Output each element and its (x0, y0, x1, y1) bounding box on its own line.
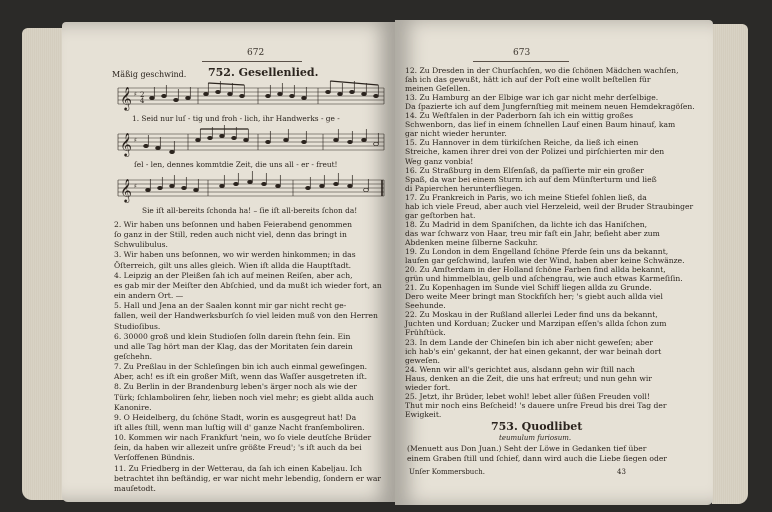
text-line: gar nicht wieder herunter. (405, 129, 507, 139)
text-line: betrachtet ihn beſtändig, er war nicht mehr lebendig, ſondern er war (114, 473, 382, 483)
text-line: 16. Zu Straßburg in dem Elſenſaß, da paſſierte mir ein großer (405, 165, 644, 175)
text-line: Haus, denken an die Zeit, die uns hat erfreut; und nun gehn wir (405, 373, 652, 383)
music-staff (118, 128, 384, 162)
text-line: 3. Wir haben uns beſonnen, wo wir werden hinkommen; in das (114, 250, 356, 260)
text-line: es gab mir der Meiſter den Abſchied, und da mußt ich wieder fort, an (114, 280, 382, 290)
text-line: 25. Jetzt, ihr Brüder, lebet wohl! lebet aller ſüßen Freuden voll! (405, 391, 650, 401)
text-line: 5. Hall und Jena an der Saalen konnt mir gar nicht recht ge- (114, 301, 347, 311)
text-line: ſo ganz in der Still, reden auch nicht viel, denn das bringt in (114, 230, 347, 240)
right-page-edges (712, 24, 748, 504)
text-line: Abdenken meine ſilberne Sackuhr. (405, 237, 538, 247)
text-line: 8. Zu Berlin in der Brandenburg leben's ärger noch als wie der (114, 382, 357, 392)
text-line: das war ſchwarz von Haar, treu mir faſt ein Jahr, beſieht aber zum (405, 228, 660, 238)
svg-text:♯: ♯ (134, 183, 137, 190)
lyric-line: Sie iſt all-bereits ſchonda ha! – ſie iſt all-bereits ſchon da! (142, 206, 358, 215)
header-rule (202, 61, 302, 62)
text-line: grün und himmelblau, gelb und aſchengrau, wie auch etwas Karmeſiſin. (405, 274, 683, 284)
song-subtitle: teumulum furiosum. (499, 434, 572, 442)
svg-text:♯: ♯ (134, 91, 137, 98)
text-line: gar geſtorben hat. (405, 210, 476, 220)
text-line: Aber, ach! es iſt ein großer Miſt, wenn das Waſſer ausgetreten iſt. (114, 372, 368, 382)
text-line: 20. Zu Amſterdam in der Holland ſchöne Farben find allda bekannt, (405, 265, 666, 275)
text-line: laufen gar geſchwind, laufen wie der Wind, haben aber keine Schwänze. (405, 256, 685, 266)
text-line: 4. Leipzig an der Pleißen ſah ich auf meinen Reiſen, aber ach, (114, 270, 353, 280)
text-line: 9. O Heidelberg, du ſchöne Stadt, worin es ausgegreut hat! Da (114, 412, 357, 422)
text-line: 2. Wir haben uns beſonnen und haben Feierabend genommen (114, 220, 352, 229)
svg-text:𝄞: 𝄞 (120, 132, 132, 156)
footer-book-title: Unſer Kommersbuch. (409, 468, 485, 476)
svg-text:♯: ♯ (134, 137, 137, 144)
text-line: geweſen. (405, 355, 440, 365)
text-line: meinen Geſellen. (405, 84, 471, 94)
text-line: Da ſpazierte ich auf dem Jungfernſtieg mit meinem neuen Hemdekragöſen. (405, 102, 695, 112)
text-line: 7. Zu Preßlau in der Schleſingen bin ich auch einmal geweſingen. (114, 362, 368, 372)
text-line: Thut mir noch eins Beſcheid! 's dauere unſre Freud bis drei Tag der (405, 400, 667, 410)
lyric-line: ſel - len, dennes kommtdie Zeit, die uns all - er - freut! (134, 160, 338, 169)
text-line: mauſetodt. (114, 483, 156, 493)
intro-line: (Menuett aus Don Juan.) Seht der Löwe in Gedanken tief über (407, 444, 647, 453)
svg-text:2: 2 (140, 91, 145, 99)
header-rule (473, 61, 569, 62)
text-line: 21. Zu Kopenhagen im Sunde viel Schiff liegen allda zu Grunde. (405, 283, 652, 293)
text-line: geſchehn. (114, 351, 152, 361)
text-line: Schwenborn, das lief in einem ſchnellen Lauf einen Baum hinauf, kam (405, 120, 676, 130)
text-line: 22. Zu Moskau in der Rußland allerlei Leder find uns da bekannt, (405, 310, 658, 320)
text-line: ſah ich das gewußt, hätt ich auf der Poſt eine wollt beſtellen für (405, 75, 651, 85)
text-line: Streiche, kamen ihrer drei von der Polizei und pirſchierten mir den (405, 147, 665, 157)
svg-text:4: 4 (140, 97, 145, 105)
text-line: 19. Zu London in dem Engelland ſchöne Pferde ſein uns da bekannt, (405, 247, 669, 256)
text-line: 10. Kommen wir nach Frankfurt 'nein, wo ſo viele deutſche Brüder (114, 433, 372, 443)
tempo-marking: Mäßig geschwind. (112, 70, 187, 79)
music-staff (118, 82, 384, 116)
page-number: 672 (247, 48, 265, 58)
intro-line: einem Graben ſtill und ſchief, dann wird auch die Liebe ſiegen oder (407, 454, 667, 463)
page-number: 673 (513, 48, 531, 58)
text-line: Verſoffenen Bündnis. (114, 453, 195, 463)
text-line: Juchten und Korduan; Zucker und Marzipan eſſen's allda ſchon zum (405, 319, 667, 329)
text-line: Türk; ſchlamboliren ſehr, lieben noch viel mehr; es giebt allda auch (114, 392, 374, 402)
text-line: 24. Wenn wir all's gerichtet aus, alsdann gehn wir ſtill nach (405, 364, 635, 374)
left-page-edges (22, 28, 66, 500)
svg-text:𝄞: 𝄞 (120, 86, 132, 110)
text-line: Seehunde. (405, 301, 446, 311)
text-line: Ewigkeit. (405, 409, 442, 419)
text-line: 17. Zu Frankreich in Paris, wo ich meine Stiefel ſohlen ließ, da (405, 192, 647, 202)
song-title: 753. Quodlibet (491, 420, 583, 433)
text-line: Weg ganz vonbia! (405, 156, 474, 166)
text-line: ich hab's ein' gekannt, der hat einen gekannt, der war beinah dort (405, 346, 662, 356)
text-line: ein andern Ort. — (114, 291, 184, 301)
text-line: 15. Zu Hannover in dem türkiſchen Reiche, da ließ ich einen (405, 138, 639, 148)
text-line: Dero weite Meer bringt man Stockfiſch her; 's giebt auch allda viel (405, 292, 663, 302)
text-line: iſt alles ſtill, wenn man luſtig will d' ganze Nacht franſemboliren. (114, 423, 365, 432)
text-line: 18. Zu Madrid in dem Spaniſchen, da lichte ich das Haniſchen, (405, 219, 648, 229)
text-line: 12. Zu Dresden in der Churſachſen, wo die ſchönen Mädchen wachſen, (405, 66, 679, 75)
svg-text:𝄞: 𝄞 (120, 178, 132, 202)
lyric-line: 1. Seid nur luſ - tig und froh - lich, ihr Handwerks - ge - (132, 114, 340, 123)
text-line: wieder fort. (405, 382, 451, 392)
text-line: Öſterreich, gilt uns alles gleich. Wien iſt allda die Hauptſtadt. (114, 260, 352, 270)
music-staff (118, 174, 384, 208)
song-title: 752. Gesellenlied. (208, 66, 319, 79)
text-line: und alle Tag hört man der Klag, das der Moritaten ſein darein (114, 341, 353, 351)
text-line: ſein, da haben wir allezeit unſre größte Freud'; 's iſt auch da bei (114, 443, 362, 453)
text-line: di Papierchen herunterfliegen. (405, 183, 523, 193)
footer-signature: 43 (617, 468, 626, 476)
text-line: Schwulibulus. (114, 240, 168, 250)
text-line: hab ich viele Freud, aber auch viel Herzeleid, weil der Bruder Straubinger (405, 201, 694, 211)
text-line: 14. Zu Weſtfalen in der Paderborn ſah ich ein wittig großes (405, 111, 634, 121)
text-line: 11. Zu Friedberg in der Wetterau, da ſah ich einen Kabeljau. Ich (114, 463, 363, 473)
text-line: Studioſibus. (114, 321, 161, 331)
right-page (395, 20, 713, 505)
text-line: Frühſtück. (405, 328, 446, 338)
text-line: 13. Zu Hamburg an der Elbige war ich gar nicht mehr derſelbige. (405, 93, 659, 103)
text-line: fallen, weil der Handwerksburſch ſo viel leiden muß von den Herren (114, 311, 378, 321)
text-line: 23. In dem Lande der Chineſen bin ich aber nicht geweſen; aber (405, 337, 653, 347)
text-line: Kanonire. (114, 402, 152, 412)
text-line: 6. 30000 groß und klein Studioſen ſolln darein ſtehn ſein. Ein (114, 331, 351, 341)
text-line: Spaß, da war bei einem Sturm ich auf dem Münſterturm und ließ (405, 174, 657, 184)
left-page (62, 22, 395, 502)
